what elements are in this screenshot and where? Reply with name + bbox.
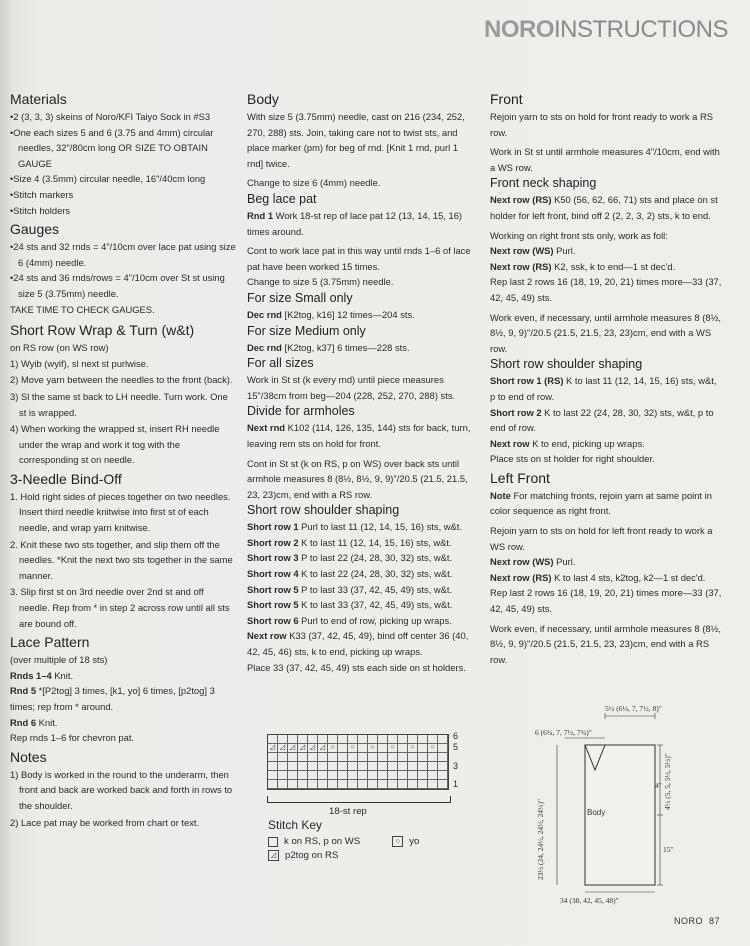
- page-number: 87: [708, 916, 720, 926]
- chart-cell: [378, 735, 388, 744]
- chart-cell: [428, 753, 438, 762]
- chart-row-number: 5: [453, 742, 459, 752]
- chart-cell: [418, 744, 428, 753]
- short-row-steps: [10, 356, 236, 468]
- list-item: 1) Wyib (wyif), sl next st purlwise.: [10, 357, 149, 369]
- p2tog-icon: ◿: [268, 850, 279, 861]
- chart-cell: ○: [388, 744, 398, 753]
- chart-cell: ◿: [318, 744, 328, 753]
- chart-cell: [268, 762, 278, 771]
- chart-cell: ○: [328, 744, 338, 753]
- list-item: •24 sts and 32 rnds = 4"/10cm over lace pat using size 6 (4mm) needle.: [10, 241, 236, 268]
- chart-cell: ○: [348, 744, 358, 753]
- chart-cell: [398, 780, 408, 789]
- body-row: Dec rnd [K2tog, k16] 12 times—204 sts.: [247, 308, 415, 320]
- chart-cell: [328, 780, 338, 789]
- lace-row: Rnd 5 *[P2tog] 3 times, [k1, yo] 6 times, [p2tog] 3 times; rep from * around.: [10, 685, 215, 712]
- list-item: •One each sizes 5 and 6 (3.75 and 4mm) circular needles, 32"/80cm long OR SIZE TO OBTAIN GAUGE: [10, 126, 214, 169]
- body-para: Change to size 5 (3.75mm) needle.: [247, 276, 394, 288]
- list-item: •Size 4 (3.5mm) circular needle, 16"/40cm long: [10, 173, 206, 185]
- chart-cell: [378, 753, 388, 762]
- notes-list: [10, 767, 236, 830]
- front-title: Front: [490, 91, 523, 107]
- chart-cell: [388, 780, 398, 789]
- gauges-list: [10, 239, 236, 301]
- column-middle: [247, 88, 473, 675]
- chart-cell: [378, 780, 388, 789]
- yo-circle-icon: ○: [392, 836, 403, 847]
- chart-cell: [288, 771, 298, 780]
- chart-cell: ◿: [288, 744, 298, 753]
- top-width-label: 5½ (6¼, 7, 7½, 8)": [605, 704, 662, 713]
- knit-square-icon: [268, 837, 278, 847]
- chart-cell: [368, 771, 378, 780]
- column-left: [10, 88, 236, 831]
- front-neck-title: Front neck shaping: [490, 176, 597, 191]
- chart-row-number: 6: [453, 731, 459, 741]
- lace-title: Lace Pattern: [10, 634, 90, 651]
- list-item: Next row K33 (37, 42, 45, 49), bind off center 36 (40, 42, 45, 46) sts, k to end, picking up wraps.: [247, 630, 469, 658]
- list-item: 1. Hold right sides of pieces together on two needles. Insert third needle knitwise into first st of each needle, and wrap yarn knitwise.: [10, 490, 231, 534]
- list-item: Short row 2 K to last 11 (12, 14, 15, 16) sts, w&t.: [247, 536, 452, 548]
- chart-cell: [408, 780, 418, 789]
- repeat-label: 18-st rep: [329, 806, 367, 817]
- chart-cell: [388, 753, 398, 762]
- chart-cell: [328, 771, 338, 780]
- chart-cell: [278, 771, 288, 780]
- neck-depth-label: 4": [655, 781, 662, 790]
- beg-lace-title: Beg lace pat: [247, 191, 317, 206]
- shoulder-title: Short row shoulder shaping: [247, 503, 400, 518]
- all-sizes-title: For all sizes: [247, 356, 314, 371]
- left-front-note: Note For matching fronts, rejoin yarn at same point in color sequence as right front.: [490, 489, 712, 517]
- front-row: Short row 1 (RS) K to last 11 (12, 14, 15, 16) sts, w&t, p to end of row.: [490, 375, 717, 402]
- chart-cell: [328, 762, 338, 771]
- list-item: 2. Knit these two sts together, and slip them off the needles. *Knit the next two sts together in the same manner.: [10, 538, 233, 581]
- body-title: Body: [247, 91, 279, 107]
- chart-cell: [358, 780, 368, 789]
- chart-cell: [348, 771, 358, 780]
- chart-cell: [398, 744, 408, 753]
- column-right: [490, 88, 722, 667]
- chart-cell: [398, 753, 408, 762]
- chart-cell: ◿: [298, 744, 308, 753]
- chart-cell: [268, 753, 278, 762]
- chart-cell: [308, 762, 318, 771]
- short-row-title: Short Row Wrap & Turn (w&t): [10, 322, 195, 339]
- chart-cell: [308, 771, 318, 780]
- short-row-intro: on RS row (on WS row): [10, 342, 109, 354]
- list-item: Short row 6 Purl to end of row, picking up wraps.: [247, 614, 452, 626]
- chart-cell: [368, 735, 378, 744]
- list-item: Short row 4 K to last 22 (24, 28, 30, 32) sts, w&t.: [247, 568, 453, 580]
- body-row: Next rnd K102 (114, 126, 135, 144) sts for back, turn, leaving rem sts on hold for front.: [247, 422, 471, 449]
- chart-cell: [298, 753, 308, 762]
- key-item: [268, 850, 419, 861]
- repeat-bracket: [267, 796, 451, 803]
- chart-cell: [438, 762, 448, 771]
- chart-cell: [338, 762, 348, 771]
- front-row: Short row 2 K to last 22 (24, 28, 30, 32) sts, w&t, p to end of row.: [490, 406, 714, 434]
- chart-cell: [358, 771, 368, 780]
- brand-bold: NORO: [484, 16, 554, 43]
- stitch-key: [268, 818, 419, 861]
- chart-cell: [268, 771, 278, 780]
- chart-cell: [438, 771, 448, 780]
- chart-cell: [318, 753, 328, 762]
- chart-cell: [408, 735, 418, 744]
- chart-cell: [278, 753, 288, 762]
- chart-cell: ○: [368, 744, 378, 753]
- chart-cell: [378, 762, 388, 771]
- body-para: Place 33 (37, 42, 45, 49) sts each side on st holders.: [247, 661, 466, 673]
- chart-cell: [418, 735, 428, 744]
- chart-cell: [358, 744, 368, 753]
- body-para: Cont in St st (k on RS, p on WS) over back sts until armhole measures 8 (8½, 8½, 9, 9)"/20.5 (21.5, 21.5, 23, 23)cm, end with a RS row.: [247, 457, 468, 500]
- chart-cell: [298, 762, 308, 771]
- chart-cell: [428, 735, 438, 744]
- chart-cell: [428, 771, 438, 780]
- chart-cell: [428, 780, 438, 789]
- chart-cell: [298, 735, 308, 744]
- short-row-list: [247, 519, 473, 659]
- chart-cell: [438, 735, 448, 744]
- chart-cell: [408, 771, 418, 780]
- body-para: Work in St st (k every rnd) until piece measures 15"/38cm from beg—204 (228, 252, 270, 288) sts.: [247, 374, 456, 401]
- list-item: Short row 5 K to last 33 (37, 42, 45, 49) sts, w&t.: [247, 599, 453, 611]
- front-para: Working on right front sts only, work as foll:: [490, 229, 668, 241]
- chart-cell: [438, 780, 448, 789]
- chart-cell: [418, 762, 428, 771]
- body-label: Body: [587, 808, 606, 817]
- body-length-label: 15": [663, 845, 674, 854]
- chart-cell: [318, 735, 328, 744]
- neck-width-label: 6 (6¾, 7, 7½, 7¾)": [535, 728, 592, 737]
- chart-cell: [358, 735, 368, 744]
- chart-cell: [288, 780, 298, 789]
- body-para: Change to size 6 (4mm) needle.: [247, 177, 381, 189]
- notes-title: Notes: [10, 748, 47, 765]
- materials-list: [10, 109, 236, 218]
- front-para: Rep last 2 rows 16 (18, 19, 20, 21) times more—33 (37, 42, 45, 49) sts.: [490, 276, 722, 303]
- front-row: Next row (RS) K2, ssk, k to end—1 st dec'd.: [490, 260, 676, 272]
- chart-cell: [348, 780, 358, 789]
- chart-cell: [288, 735, 298, 744]
- left-front-row: Next row (WS) Purl.: [490, 556, 576, 568]
- chart-cell: [268, 780, 278, 789]
- list-item: Short row 3 P to last 22 (24, 28, 30, 32) sts, w&t.: [247, 552, 453, 564]
- chart-grid: [267, 734, 449, 790]
- chart-cell: [308, 780, 318, 789]
- list-item: 3. Slip first st on 3rd needle over 2nd st and off needle. Rep from * in step 2 across row until all sts are bound off.: [10, 586, 230, 629]
- chart-cell: [388, 771, 398, 780]
- chart-cell: [428, 762, 438, 771]
- chart-cell: ○: [428, 744, 438, 753]
- key-label: yo: [409, 836, 420, 847]
- front-row: Next row (RS) K50 (56, 62, 66, 71) sts and place on st holder for left front, bind off 2 (2, 2, 3, 2) sts, k to end.: [490, 194, 718, 221]
- key-label: p2tog on RS: [285, 850, 339, 861]
- chart-cell: [308, 735, 318, 744]
- list-item: •Stitch holders: [10, 204, 71, 216]
- chart-cell: [288, 753, 298, 762]
- page-footer: [674, 916, 720, 926]
- chart-cell: [348, 762, 358, 771]
- left-front-para: Work even, if necessary, until armhole measures 8 (8½, 8½, 9, 9)"/20.5 (21.5, 21.5, 23, 23)cm, end with a RS row.: [490, 622, 721, 665]
- lace-repeat: Rep rnds 1–6 for chevron pat.: [10, 732, 135, 744]
- chart-cell: [368, 753, 378, 762]
- chart-cell: [268, 735, 278, 744]
- chart-cell: [388, 762, 398, 771]
- chart-cell: [438, 753, 448, 762]
- chart-cell: [328, 735, 338, 744]
- bindoff-steps: [10, 489, 236, 631]
- list-item: •24 sts and 36 rnds/rows = 4"/10cm over St st using size 5 (3.75mm) needle.: [10, 272, 225, 299]
- chart-cell: [418, 753, 428, 762]
- circumference-label: 23½ (24, 24½, 24½, 24½)": [536, 798, 545, 880]
- chart-cell: [368, 780, 378, 789]
- body-para: With size 5 (3.75mm) needle, cast on 216 (234, 252, 270, 288) sts. Join, taking care not to twist sts, and place marker (pm) for beg of rnd. [Knit 1 rnd, purl 1 rnd] twice.: [247, 111, 465, 169]
- list-item: 4) When working the wrapped st, insert RH needle under the wrap and work it tog with the corresponding st on needle.: [10, 423, 220, 466]
- left-front-row: Next row (RS) K to last 4 sts, k2tog, k2—1 st dec'd.: [490, 571, 706, 583]
- list-item: 1) Body is worked in the round to the underarm, then front and back are worked back and forth in rows to the shoulder.: [10, 768, 233, 811]
- list-item: •Stitch markers: [10, 188, 74, 200]
- chart-cell: [348, 753, 358, 762]
- chart-cell: [408, 762, 418, 771]
- chart-cell: [378, 744, 388, 753]
- chart-cell: [298, 771, 308, 780]
- small-title: For size Small only: [247, 290, 353, 305]
- list-item: •2 (3, 3, 3) skeins of Noro/KFI Taiyo Sock in #S3: [10, 111, 211, 122]
- list-item: Short row 1 Purl to last 11 (12, 14, 15, 16) sts, w&t.: [247, 521, 463, 533]
- schematic-diagram: [535, 704, 735, 905]
- lace-row: Rnd 6 Knit.: [10, 716, 58, 728]
- left-front-para: Rep last 2 rows 16 (18, 19, 20, 21) times more—33 (37, 42, 45, 49) sts.: [490, 587, 722, 615]
- chart-cell: [378, 771, 388, 780]
- chart-cell: ◿: [268, 744, 278, 753]
- chart-cell: [298, 780, 308, 789]
- footer-brand: NORO: [673, 916, 703, 926]
- armhole-title: Divide for armholes: [247, 404, 355, 419]
- chart-cell: [348, 735, 358, 744]
- front-shoulder-title: Short row shoulder shaping: [490, 357, 643, 372]
- front-para: Work even, if necessary, until armhole measures 8 (8½, 8½, 9, 9)"/20.5 (21.5, 21.5, 23, 23)cm, end with a WS row.: [490, 311, 721, 354]
- chart-cell: [398, 771, 408, 780]
- body-row: Rnd 1 Work 18-st rep of lace pat 12 (13, 14, 15, 16) times around.: [247, 209, 463, 237]
- chart-cell: [368, 762, 378, 771]
- left-front-title: Left Front: [490, 469, 550, 486]
- gauge-check: TAKE TIME TO CHECK GAUGES.: [10, 303, 155, 315]
- chart-cell: [438, 744, 448, 753]
- lace-chart: [267, 731, 459, 817]
- front-para: Place sts on st holder for right shoulder.: [490, 453, 655, 465]
- bottom-width-label: 34 (38, 42, 45, 48)": [560, 896, 619, 905]
- bindoff-title: 3-Needle Bind-Off: [10, 470, 122, 487]
- chart-cell: [278, 735, 288, 744]
- chart-cell: [328, 753, 338, 762]
- chart-cell: [288, 762, 298, 771]
- armhole-label: 4½ (5, 5, 5½, 5½)": [663, 753, 672, 810]
- chart-cell: [388, 735, 398, 744]
- chart-cell: [338, 744, 348, 753]
- chart-cell: [278, 780, 288, 789]
- chart-row-number: 1: [453, 779, 459, 789]
- chart-cell: [278, 762, 288, 771]
- brand-header: [484, 16, 728, 44]
- lace-row: Rnds 1–4 Knit.: [10, 669, 74, 681]
- key-item: [268, 836, 419, 847]
- chart-cell: [398, 762, 408, 771]
- stitch-key-title: Stitch Key: [268, 818, 323, 832]
- chart-cell: [338, 771, 348, 780]
- chart-cell: [308, 753, 318, 762]
- chart-cell: ○: [408, 744, 418, 753]
- chart-cell: [358, 753, 368, 762]
- brand-rest: INSTRUCTIONS: [554, 16, 728, 43]
- list-item: 2) Lace pat may be worked from chart or text.: [10, 816, 200, 828]
- chart-cell: [408, 753, 418, 762]
- gauges-title: Gauges: [10, 221, 60, 238]
- chart-cell: [418, 771, 428, 780]
- chart-cell: [318, 762, 328, 771]
- front-para: Rejoin yarn to sts on hold for front ready to work a RS row.: [490, 111, 714, 138]
- chart-cell: [398, 735, 408, 744]
- chart-cell: ◿: [278, 744, 288, 753]
- list-item: 2) Move yarn between the needles to the front (back).: [10, 374, 233, 386]
- chart-cell: ◿: [308, 744, 318, 753]
- chart-cell: [318, 771, 328, 780]
- left-front-para: Rejoin yarn to sts on hold for left front ready to work a WS row.: [490, 525, 713, 552]
- key-label: k on RS, p on WS: [284, 836, 361, 847]
- medium-title: For size Medium only: [247, 323, 366, 338]
- front-para: Work in St st until armhole measures 4"/10cm, end with a WS row.: [490, 146, 720, 173]
- chart-cell: [418, 780, 428, 789]
- chart-cell: [338, 753, 348, 762]
- list-item: 3) Sl the same st back to LH needle. Turn work. One st is wrapped.: [10, 390, 228, 418]
- lace-multiple: (over multiple of 18 sts): [10, 654, 108, 666]
- chart-cell: [318, 780, 328, 789]
- chart-row-number: 3: [453, 761, 459, 771]
- body-row: Dec rnd [K2tog, k37] 6 times—228 sts.: [247, 341, 410, 353]
- chart-cell: [338, 735, 348, 744]
- front-row: Next row (WS) Purl.: [490, 245, 576, 257]
- body-para: Cont to work lace pat in this way until rnds 1–6 of lace pat have been worked 15 times.: [247, 245, 471, 272]
- chart-cell: [358, 762, 368, 771]
- materials-title: Materials: [10, 91, 67, 107]
- list-item: Short row 5 P to last 33 (37, 42, 45, 49) sts, w&t.: [247, 583, 453, 595]
- chart-cell: [338, 780, 348, 789]
- front-row: Next row K to end, picking up wraps.: [490, 437, 645, 449]
